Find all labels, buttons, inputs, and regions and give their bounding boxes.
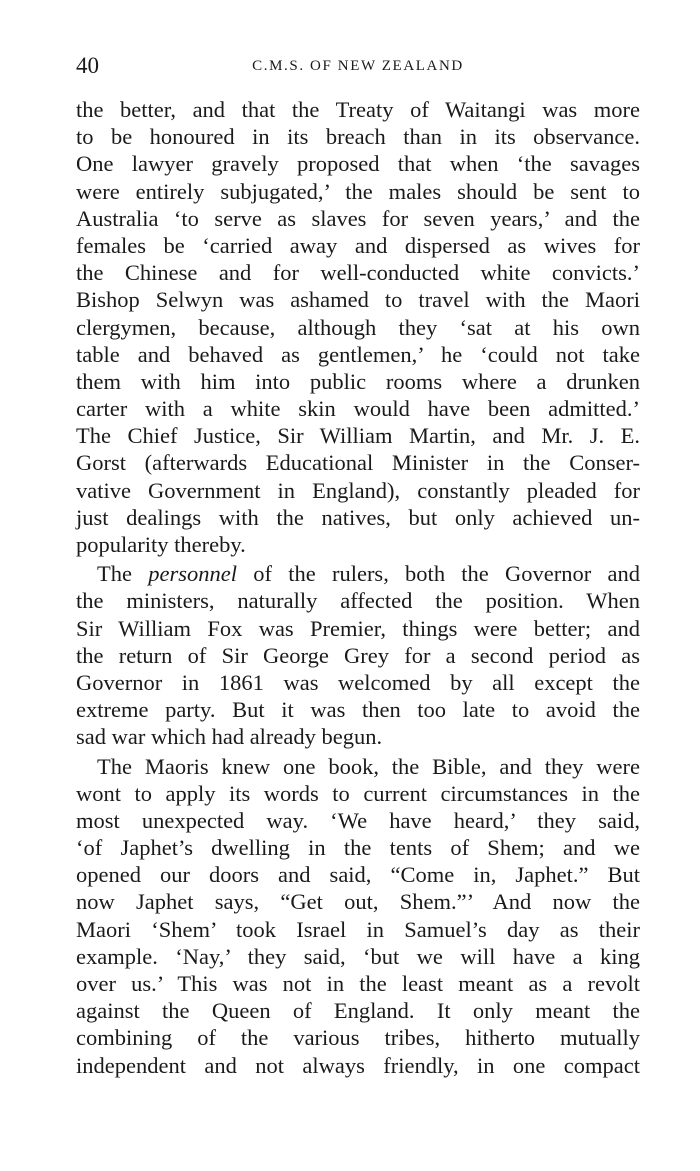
text-line: vative Government in England), constantly pleaded for — [76, 477, 640, 503]
text-line: were entirely subjugated,’ the males should be sent to — [76, 178, 640, 204]
text-line: popularity thereby. — [76, 532, 246, 557]
text-line: them with him into public rooms where a drunken — [76, 368, 640, 394]
text-line: sad war which had already begun. — [76, 724, 383, 750]
text-line: combining of the various tribes, hitherto mutually — [76, 1025, 640, 1051]
text-line: example. ‘Nay,’ they said, ‘but we will have a king — [76, 943, 640, 969]
text-line: Gorst (afterwards Educational Minister in the Conser- — [76, 450, 640, 476]
text-line: Maori ‘Shem’ took Israel in Samuel’s day as their — [76, 916, 640, 942]
text-line: most unexpected way. ‘We have heard,’ they said, — [76, 807, 640, 833]
text-line: independent and not always friendly, in one compact — [76, 1052, 640, 1078]
text-line: The Chief Justice, Sir William Martin, and Mr. J. E. — [76, 423, 640, 449]
text-line: wont to apply its words to current circumstances in the — [76, 780, 640, 806]
text-line: One lawyer gravely proposed that when ‘the savages — [76, 151, 640, 177]
text-line: the ministers, naturally affected the position. When — [76, 588, 640, 614]
text-line: The Maoris knew one book, the Bible, and they were — [97, 753, 640, 779]
text-line: the better, and that the Treaty of Waitangi was more — [76, 97, 640, 122]
text-line: ‘of Japhet’s dwelling in the tents of Shem; and we — [76, 835, 640, 861]
text-line: females be ‘carried away and dispersed as wives for — [76, 232, 640, 258]
italic-word: personnel — [148, 561, 237, 587]
text-segment: of the rulers, both the Governor and — [236, 561, 641, 587]
page-number: 40 — [76, 53, 99, 78]
text-line — [76, 560, 640, 587]
text-line: to be honoured in its breach than in its observance. — [76, 124, 640, 150]
text-segment: The — [97, 561, 149, 587]
page-header — [76, 52, 640, 82]
text-line: just dealings with the natives, but only achieved un- — [76, 504, 640, 530]
text-line: Australia ‘to serve as slaves for seven years,’ and the — [76, 205, 640, 231]
text-line: opened our doors and said, “Come in, Japhet.” But — [76, 862, 640, 888]
text-line: clergymen, because, although they ‘sat at his own — [76, 314, 640, 340]
text-line: over us.’ This was not in the least meant as a revolt — [76, 971, 640, 996]
paragraph — [76, 560, 640, 750]
text-line: now Japhet says, “Get out, Shem.”’ And now the — [76, 889, 640, 915]
text-line: Bishop Selwyn was ashamed to travel with the Maori — [76, 287, 640, 313]
text-line: the Chinese and for well-conducted white convicts.’ — [76, 260, 640, 286]
text-line: against the Queen of England. It only meant the — [76, 998, 640, 1024]
text-line: extreme party. But it was then too late to avoid the — [76, 697, 640, 723]
running-title: C.M.S. OF NEW ZEALAND — [252, 58, 464, 74]
text-line: the return of Sir George Grey for a second period as — [76, 642, 640, 668]
paragraph — [76, 96, 640, 558]
text-line: carter with a white skin would have been admitted.’ — [76, 396, 640, 422]
paragraph — [76, 753, 640, 1079]
text-line: table and behaved as gentlemen,’ he ‘could not take — [76, 341, 640, 367]
body-text — [76, 96, 640, 1079]
text-line: Sir William Fox was Premier, things were better; and — [76, 615, 640, 641]
text-line: Governor in 1861 was welcomed by all except the — [76, 669, 640, 695]
